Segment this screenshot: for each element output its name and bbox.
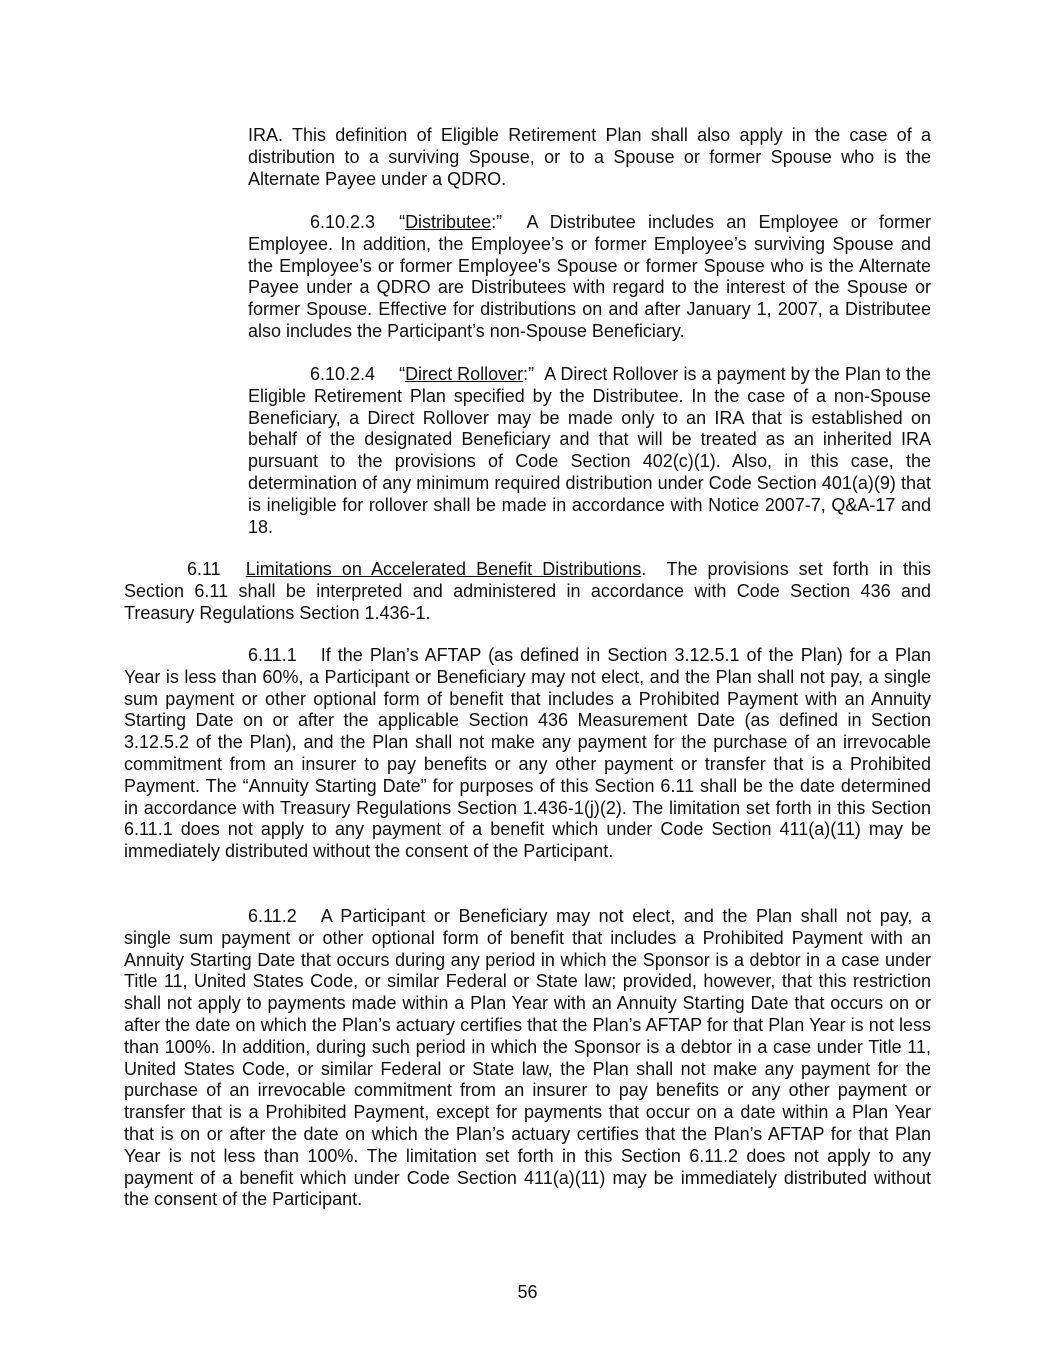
section-heading: Limitations on Accelerated Benefit Distributions	[245, 559, 642, 579]
section-text: If the Plan’s AFTAP (as defined in Section 3.12.5.1 of the Plan) for a Plan Year is less than 60%, a Participant or Beneficiary may not elect, and the Plan shall not pay, a single sum payment or other optional form of benefit that includes a Prohibited Payment with an Annuity Starting Date on or after the applicable Section 436 Measurement Date (as defined in Section 3.12.5.2 of the Plan), and the Plan shall not make any payment for the purchase of an irrevocable commitment from an insurer to pay benefits or any other payment or transfer that is a Prohibited Payment. The “Annuity Starting Date” for purposes of this Section 6.11 shall be the date determined in accordance with Treasury Regulations Section 1.436-1(j)(2). The limitation set forth in this Section 6.11.1 does not apply to any payment of a benefit which under Code Section 411(a)(11) may be immediately distributed without the consent of the Participant.	[124, 645, 931, 862]
section-number: 6.10.2.3	[310, 212, 376, 232]
section-text: A Direct Rollover is a payment by the Plan to the Eligible Retirement Plan specified by the Distributee. In the case of a non-Spouse Beneficiary, a Direct Rollover may be made only to an IRA that is established on behalf of the designated Beneficiary and that will be treated as an inherited IRA pursuant to the provisions of Code Section 402(c)(1). Also, in this case, the determination of any minimum required distribution under Code Section 401(a)(9) that is ineligible for rollover shall be made in accordance with Notice 2007-7, Q&A-17 and 18.	[248, 364, 931, 537]
section-text: The provisions set forth in this Section 6.11 shall be interpreted and administered in accordance with Code Section 436 and Treasury Regulations Section 1.436-1.	[124, 559, 931, 623]
defined-term: Direct Rollover	[405, 364, 524, 384]
heading-period: .	[641, 559, 647, 579]
section-6-11	[124, 559, 931, 624]
section-6-10-2-4	[248, 364, 931, 538]
page-number: 56	[517, 1282, 538, 1302]
section-text: A Distributee includes an Employee or former Employee. In addition, the Employee’s or former Employee’s surviving Spouse and the Employee’s or former Employee's Spouse or former Spouse who is the Alternate Payee under a QDRO are Distributees with regard to the interest of the Spouse or former Spouse. Effective for distributions on and after January 1, 2007, a Distributee also includes the Participant’s non-Spouse Beneficiary.	[248, 212, 931, 341]
section-6-11-2	[124, 906, 931, 1211]
section-number: 6.11.1	[248, 645, 297, 665]
paragraph-text: IRA. This definition of Eligible Retirement Plan shall also apply in the case of a distribution to a surviving Spouse, or to a Spouse or former Spouse who is the Alternate Payee under a QDRO.	[248, 125, 931, 189]
section-text: A Participant or Beneficiary may not elect, and the Plan shall not pay, a single sum payment or other optional form of benefit that includes a Prohibited Payment with an Annuity Starting Date that occurs during any period in which the Sponsor is a debtor in a case under Title 11, United States Code, or similar Federal or State law; provided, however, that this restriction shall not apply to payments made within a Plan Year with an Annuity Starting Date that occurs on or after the date on which the Plan’s actuary certifies that the Plan’s AFTAP for that Plan Year is not less than 100%. In addition, during such period in which the Sponsor is a debtor in a case under Title 11, United States Code, or similar Federal or State law, the Plan shall not make any payment for the purchase of an irrevocable commitment from an insurer to pay benefits or any other payment or transfer that is a Prohibited Payment, except for payments that occur on a date within a Plan Year that is on or after the date on which the Plan’s actuary certifies that the Plan’s AFTAP for that Plan Year is not less than 100%. The limitation set forth in this Section 6.11.2 does not apply to any payment of a benefit which under Code Section 411(a)(11) may be immediately distributed without the consent of the Participant.	[124, 906, 931, 1210]
section-number: 6.10.2.4	[310, 364, 376, 384]
close-quote: :”	[491, 212, 503, 232]
section-6-10-2-3	[248, 212, 931, 343]
section-number: 6.11.2	[248, 906, 297, 926]
close-quote: :”	[523, 364, 535, 384]
paragraph-ira-definition	[248, 125, 931, 190]
section-6-11-1	[124, 645, 931, 863]
defined-term: Distributee	[405, 212, 492, 232]
open-quote: “	[399, 364, 406, 384]
open-quote: “	[399, 212, 406, 232]
section-number: 6.11	[187, 559, 221, 579]
